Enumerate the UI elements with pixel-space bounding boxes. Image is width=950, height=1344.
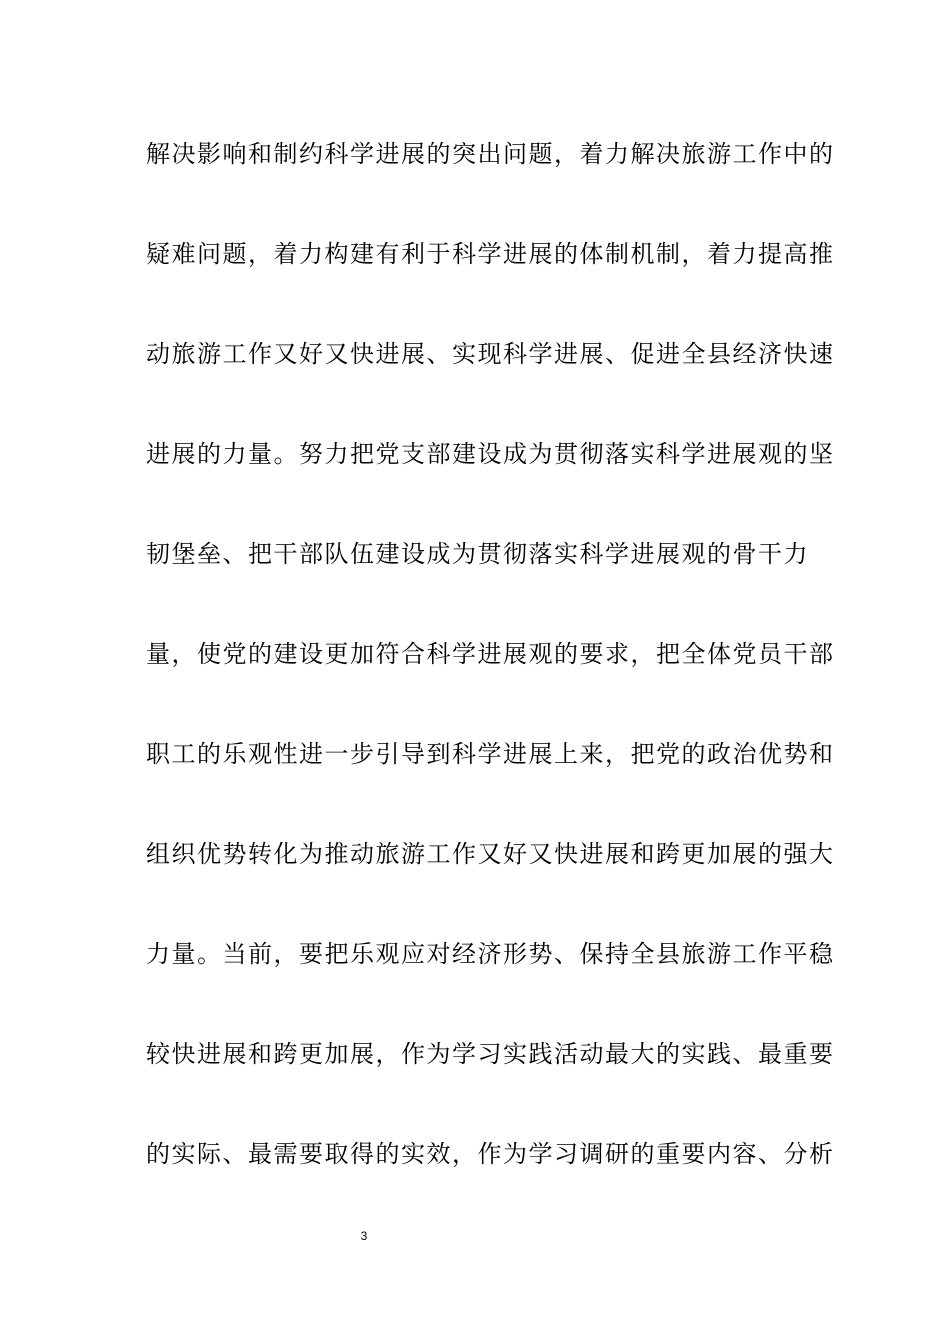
text-line: 量，使党的建设更加符合科学进展观的要求，把全体党员干部	[146, 640, 835, 668]
text-line: 较快进展和跨更加展，作为学习实践活动最大的实践、最重要	[146, 1040, 835, 1068]
body-text	[146, 129, 835, 1229]
text-line: 进展的力量。努力把党支部建设成为贯彻落实科学进展观的坚	[146, 440, 835, 468]
page-number: 3	[360, 1229, 368, 1243]
text-line: 组织优势转化为推动旅游工作又好又快进展和跨更加展的强大	[146, 840, 835, 868]
text-line: 力量。当前，要把乐观应对经济形势、保持全县旅游工作平稳	[146, 940, 835, 968]
text-line: 韧堡垒、把干部队伍建设成为贯彻落实科学进展观的骨干力	[146, 540, 809, 568]
text-line: 动旅游工作又好又快进展、实现科学进展、促进全县经济快速	[146, 340, 835, 368]
text-line: 的实际、最需要取得的实效，作为学习调研的重要内容、分析	[146, 1140, 835, 1168]
text-line: 职工的乐观性进一步引导到科学进展上来，把党的政治优势和	[146, 740, 835, 768]
text-line: 疑难问题，着力构建有利于科学进展的体制机制，着力提高推	[146, 240, 835, 268]
text-line: 解决影响和制约科学进展的突出问题，着力解决旅游工作中的	[146, 140, 835, 168]
